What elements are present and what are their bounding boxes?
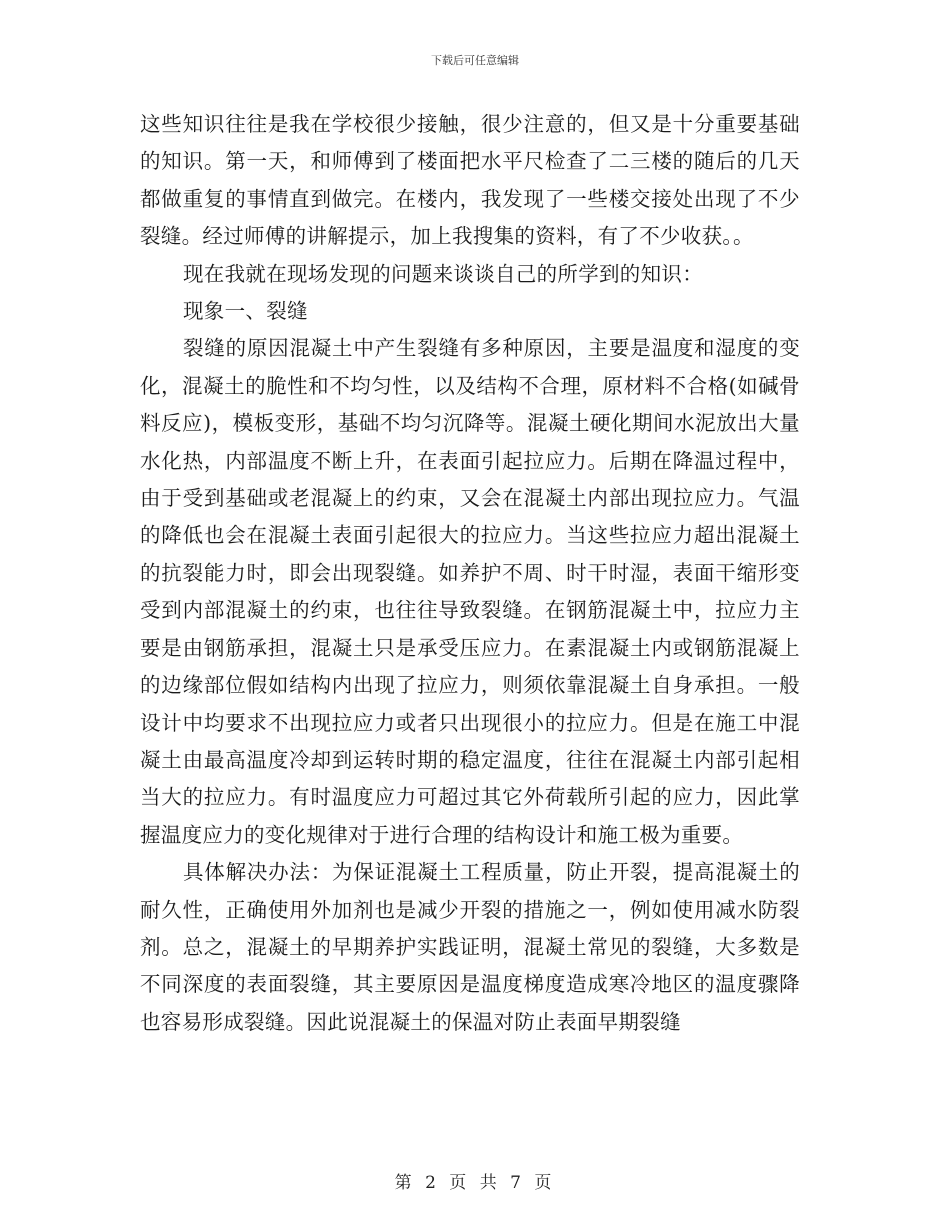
paragraph-4: 具体解决办法：为保证混凝土工程质量，防止开裂，提高混凝土的耐久性，正确使用外加剂也是减少开裂的措施之一，例如使用减水防裂剂。总之，混凝土的早期养护实践证明，混凝土常见的裂缝，大多数是不同深度的表面裂缝，其主要原因是温度梯度造成寒冷地区的温度骤降也容易形成裂缝。因此说混凝土的保温对防止表面早期裂缝 (140, 860, 800, 1034)
page-header: 下载后可任意编辑 (431, 54, 519, 67)
paragraph-2: 现在我就在现场发现的问题来谈谈自己的所学到的知识： (183, 261, 703, 286)
paragraph-1: 这些知识往往是我在学校很少接触，很少注意的，但又是十分重要基础的知识。第一天，和师傅到了楼面把水平尺检查了二三楼的随后的几天都做重复的事情直到做完。在楼内，我发现了一些楼交接处出现了不少裂缝。经过师傅的讲解提示，加上我搜集的资料，有了不少收获。。 (140, 112, 800, 249)
document-body (140, 106, 800, 1041)
paragraph-3: 裂缝的原因混凝土中产生裂缝有多种原因，主要是温度和湿度的变化，混凝土的脆性和不均匀性，以及结构不合理，原材料不合格(如碱骨料反应)，模板变形，基础不均匀沉降等。混凝土硬化期间水泥放出大量水化热，内部温度不断上升，在表面引起拉应力。后期在降温过程中，由于受到基础或老混凝上的约束，又会在混凝土内部出现拉应力。气温的降低也会在混凝土表面引起很大的拉应力。当这些拉应力超出混凝土的抗裂能力时，即会出现裂缝。如养护不周、时干时湿，表面干缩形变受到内部混凝土的约束，也往往导致裂缝。在钢筋混凝土中，拉应力主要是由钢筋承担，混凝土只是承受压应力。在素混凝土内或钢筋混凝上的边缘部位假如结构内出现了拉应力，则须依靠混凝土自身承担。一般设计中均要求不出现拉应力或者只出现很小的拉应力。但是在施工中混凝土由最高温度冷却到运转时期的稳定温度，往往在混凝土内部引起相当大的拉应力。有时温度应力可超过其它外荷载所引起的应力，因此掌握温度应力的变化规律对于进行合理的结构设计和施工极为重要。 (140, 336, 800, 847)
page-number: 第 2 页 共 7 页 (394, 1173, 556, 1193)
section-heading: 现象一、裂缝 (183, 299, 308, 324)
